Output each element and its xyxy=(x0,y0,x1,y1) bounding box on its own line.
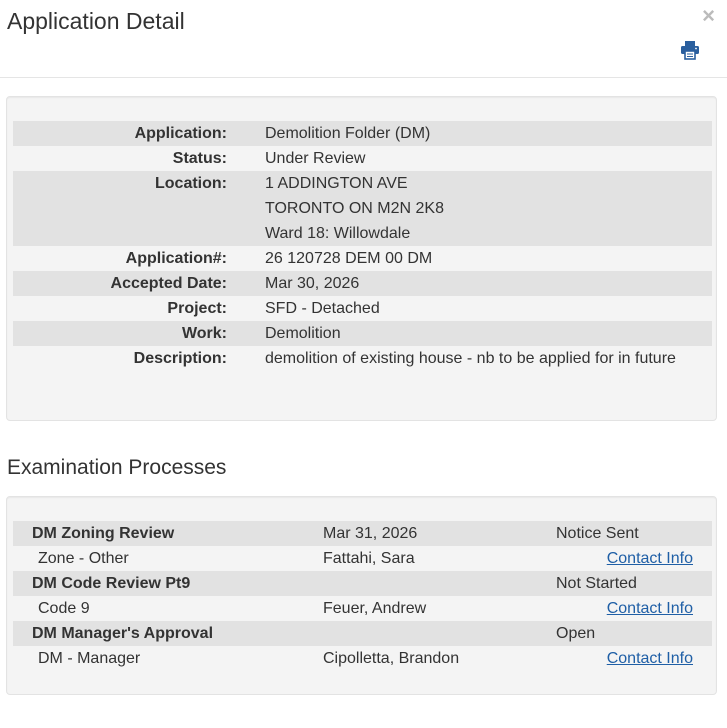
modal-header xyxy=(0,0,727,78)
location-line: 1 ADDINGTON AVE xyxy=(265,175,408,192)
detail-label: Location: xyxy=(155,175,227,192)
modal-title: Application Detail xyxy=(7,8,185,34)
application-detail-panel xyxy=(6,96,717,421)
location-line: TORONTO ON M2N 2K8 xyxy=(265,200,444,217)
process-name: DM Zoning Review xyxy=(32,525,175,542)
process-status: Notice Sent xyxy=(556,525,639,542)
process-status: Not Started xyxy=(556,575,637,592)
contact-info-link[interactable]: Contact Info xyxy=(606,550,693,567)
print-icon[interactable] xyxy=(680,40,700,60)
process-date: Mar 31, 2026 xyxy=(323,525,418,542)
process-type: Code 9 xyxy=(38,600,90,617)
detail-value xyxy=(265,171,685,246)
detail-label: Description: xyxy=(133,350,227,367)
examiner-name: Feuer, Andrew xyxy=(323,600,427,617)
detail-value: 26 120728 DEM 00 DM xyxy=(265,250,433,267)
detail-label: Project: xyxy=(167,300,227,317)
detail-value: SFD - Detached xyxy=(265,300,380,317)
examiner-row xyxy=(13,646,712,671)
process-row xyxy=(13,571,712,596)
detail-row-application xyxy=(13,121,712,146)
detail-label: Application#: xyxy=(125,250,227,267)
detail-row-description xyxy=(13,346,712,371)
examination-processes-title: Examination Processes xyxy=(7,456,227,479)
detail-label: Accepted Date: xyxy=(110,275,227,292)
detail-row-accepted-date xyxy=(13,271,712,296)
examiner-name: Fattahi, Sara xyxy=(323,550,415,567)
examination-processes-panel xyxy=(6,496,717,695)
process-type: Zone - Other xyxy=(38,550,129,567)
detail-row-project xyxy=(13,296,712,321)
detail-list xyxy=(13,121,712,371)
examiner-name: Cipolletta, Brandon xyxy=(323,650,460,667)
detail-label: Application: xyxy=(134,125,227,142)
close-icon[interactable]: × xyxy=(702,3,715,28)
process-row xyxy=(13,521,712,546)
detail-row-status xyxy=(13,146,712,171)
process-row xyxy=(13,621,712,646)
detail-value: Under Review xyxy=(265,150,366,167)
detail-label: Work: xyxy=(181,325,227,342)
examination-table xyxy=(13,521,712,671)
detail-value: Demolition Folder (DM) xyxy=(265,125,431,142)
detail-label: Status: xyxy=(172,150,227,167)
detail-value: Demolition xyxy=(265,325,341,342)
detail-value: Mar 30, 2026 xyxy=(265,275,360,292)
detail-row-location xyxy=(13,171,712,246)
process-type: DM - Manager xyxy=(38,650,141,667)
contact-info-link[interactable]: Contact Info xyxy=(606,600,693,617)
detail-row-application-number xyxy=(13,246,712,271)
location-line: Ward 18: Willowdale xyxy=(265,225,411,242)
examiner-row xyxy=(13,596,712,621)
process-name: DM Manager's Approval xyxy=(32,625,214,642)
detail-value: demolition of existing house - nb to be applied for in future xyxy=(265,350,676,367)
process-name: DM Code Review Pt9 xyxy=(32,575,191,592)
detail-row-work xyxy=(13,321,712,346)
examiner-row xyxy=(13,546,712,571)
contact-info-link[interactable]: Contact Info xyxy=(606,650,693,667)
process-status: Open xyxy=(556,625,596,642)
